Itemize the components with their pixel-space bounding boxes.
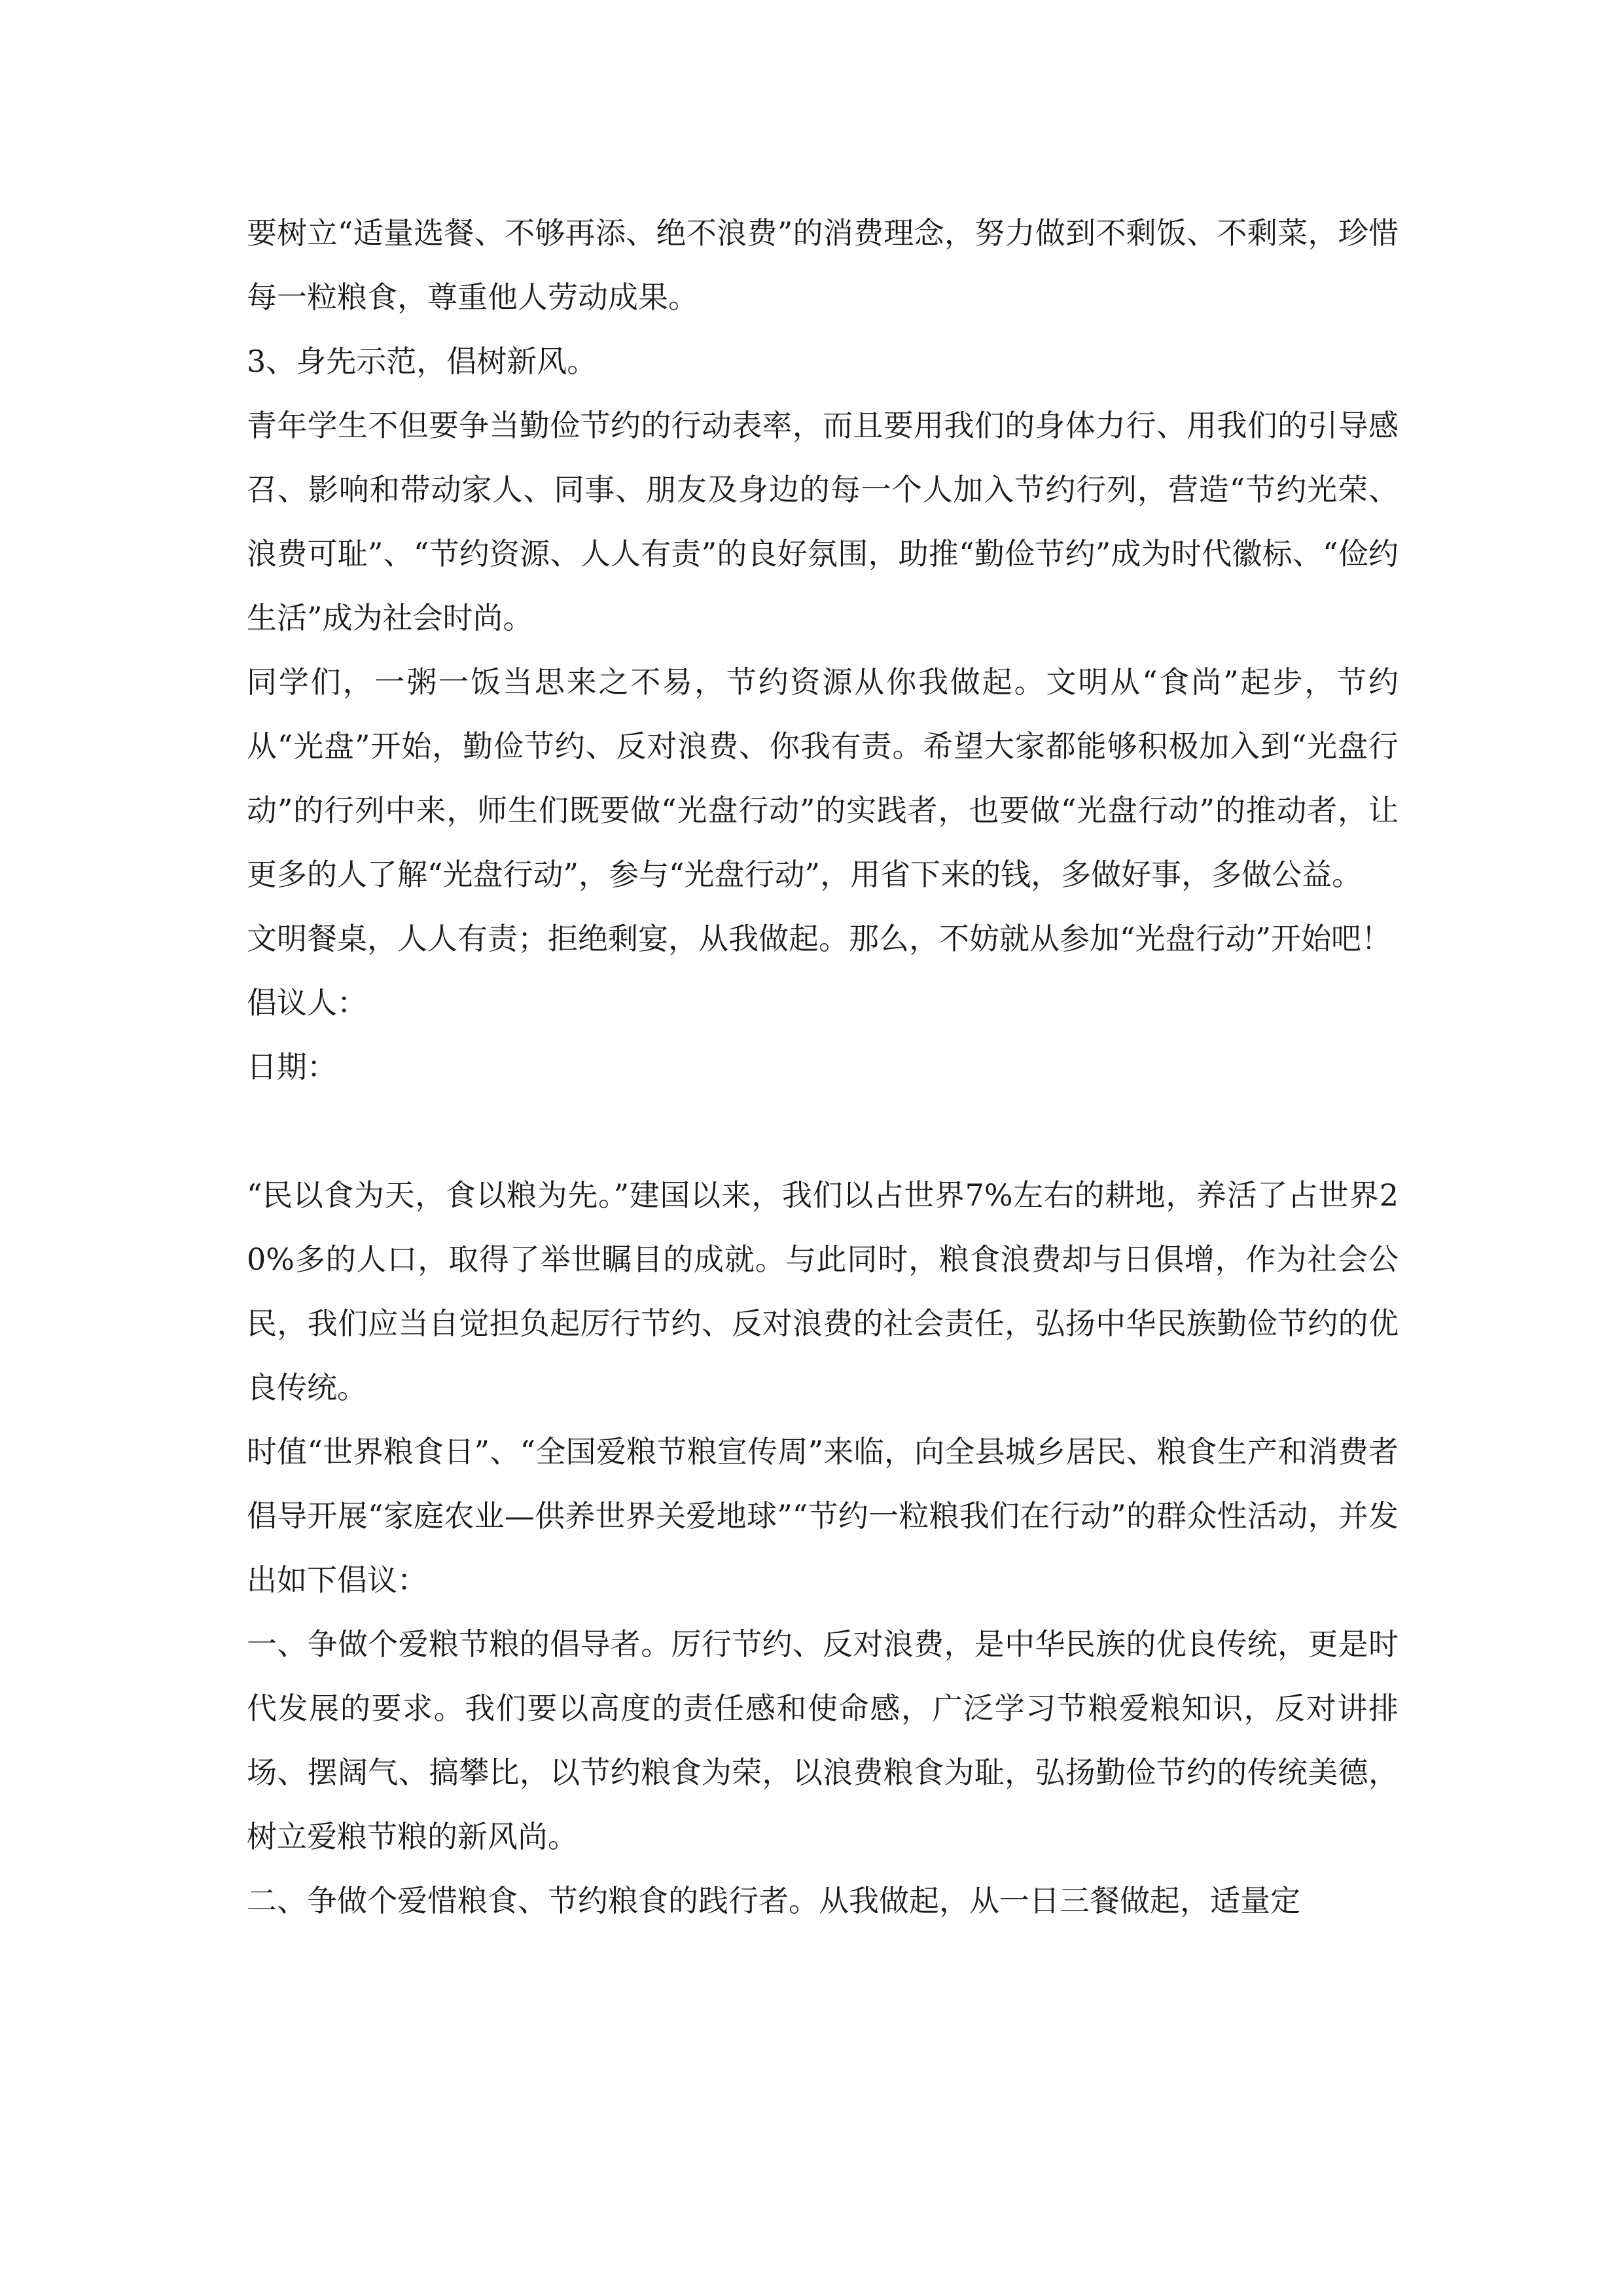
initiator-label: 倡议人： [247, 985, 367, 1020]
paragraph-classmates-appeal: 同学们，一粥一饭当思来之不易，节约资源从你我做起。文明从“食尚”起步，节约从“光盘”开始，勤俭节约、反对浪费、你我有责。希望大家都能够积极加入到“光盘行动”的行列中来，师生们既要做“光盘行动”的实践者，也要做“光盘行动”的推动者，让更多的人了解“光盘行动”，参与“光盘行动”，用省下来的钱，多做好事，多做公益。 [247, 664, 1399, 892]
document-body [247, 201, 1399, 1933]
paragraph-civilized-table: 文明餐桌，人人有责；拒绝剩宴，从我做起。那么，不妨就从参加“光盘行动”开始吧！ [247, 921, 1392, 956]
paragraph-practitioner: 二、争做个爱惜粮食、节约粮食的践行者。从我做起，从一日三餐做起，适量定 [247, 1883, 1300, 1918]
paragraph-youth-role-model: 青年学生不但要争当勤俭节约的行动表率，而且要用我们的身体力行、用我们的引导感召、影响和带动家人、同事、朋友及身边的每一个人加入节约行列，营造“节约光荣、浪费可耻”、“节约资源、人人有责”的良好氛围，助推“勤俭节约”成为时代徽标、“俭约生活”成为社会时尚。 [247, 408, 1399, 636]
date-label: 日期： [247, 1049, 337, 1085]
paragraph-world-food-day: 时值“世界粮食日”、“全国爱粮节粮宣传周”来临，向全县城乡居民、粮食生产和消费者倡导开展“家庭农业—供养世界关爱地球”“节约一粒粮我们在行动”的群众性活动，并发出如下倡议： [247, 1434, 1399, 1598]
paragraph-advocate: 一、争做个爱粮节粮的倡导者。厉行节约、反对浪费，是中华民族的优良传统，更是时代发展的要求。我们要以高度的责任感和使命感，广泛学习节粮爱粮知识，反对讲排场、摆阔气、搞攀比，以节约粮食为荣，以浪费粮食为耻，弘扬勤俭节约的传统美德，树立爱粮节粮的新风尚。 [247, 1626, 1399, 1854]
paragraph-dining-concept: 要树立“适量选餐、不够再添、绝不浪费”的消费理念，努力做到不剩饭、不剩菜，珍惜每一粒粮食，尊重他人劳动成果。 [247, 215, 1399, 315]
section-divider-space [247, 1099, 1399, 1163]
heading-lead-by-example: 3、身先示范，倡树新风。 [247, 344, 597, 379]
paragraph-food-is-heaven: “民以食为天，食以粮为先。”建国以来，我们以占世界7%左右的耕地，养活了占世界20%多的人口，取得了举世瞩目的成就。与此同时，粮食浪费却与日俱增，作为社会公民，我们应当自觉担负起厉行节约、反对浪费的社会责任，弘扬中华民族勤俭节约的优良传统。 [247, 1177, 1399, 1405]
